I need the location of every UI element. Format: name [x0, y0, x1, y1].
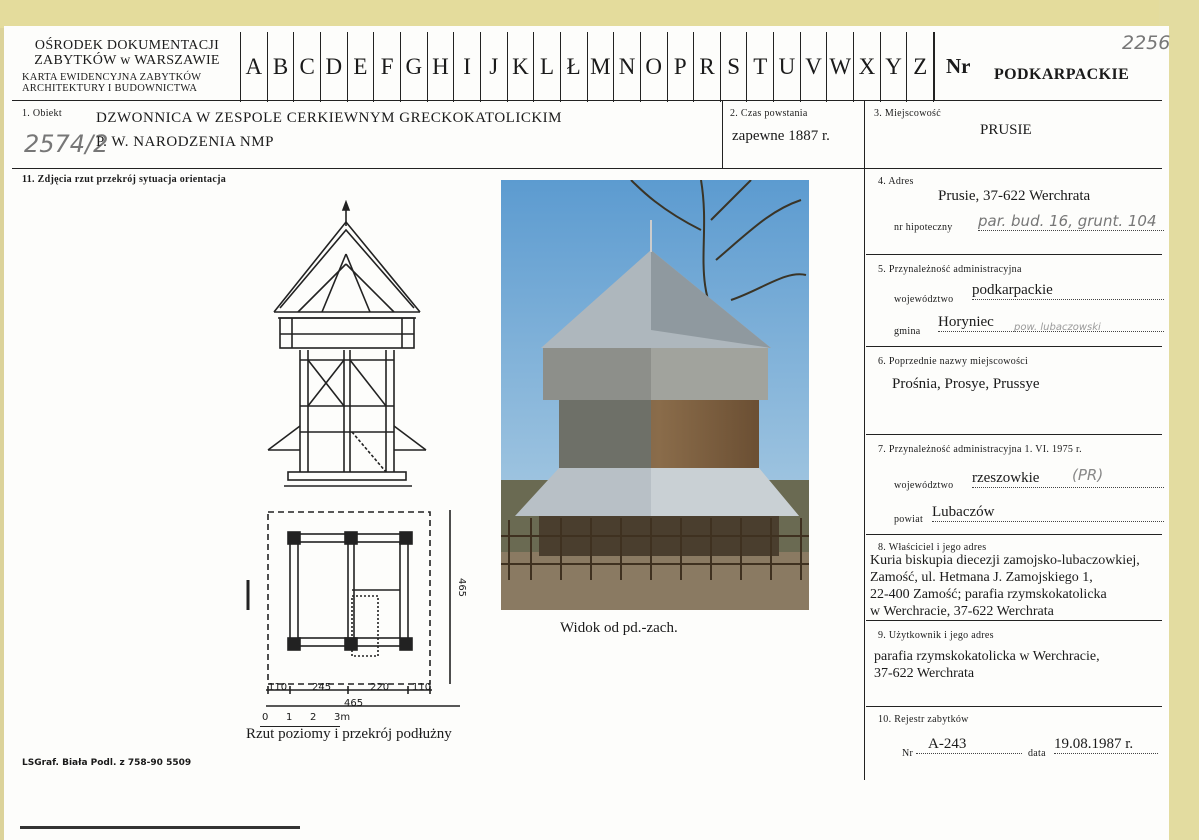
- index-letter: O: [641, 32, 668, 102]
- scale-1: 1: [286, 712, 293, 723]
- divider-4: [866, 254, 1162, 255]
- user-line: parafia rzymskokatolicka w Werchracie,: [874, 649, 1100, 664]
- index-letter: E: [348, 32, 375, 102]
- owner-line: w Werchracie, 37-622 Werchrata: [870, 604, 1054, 619]
- index-letter: N: [614, 32, 641, 102]
- card-title-line2: ARCHITEKTURY I BUDOWNICTWA: [22, 83, 198, 94]
- register-date-label: data: [1028, 748, 1046, 759]
- register-label: 10. Rejestr zabytków: [878, 714, 969, 725]
- record-card: [4, 26, 1169, 840]
- object-name-line2: P. W. NARODZENIA NMP: [96, 134, 274, 150]
- object-handwritten-code: 2574/2: [24, 130, 109, 158]
- address-label: 4. Adres: [878, 176, 914, 187]
- index-letter: V: [801, 32, 828, 102]
- owner-label: 8. Właściciel i jego adres: [878, 542, 987, 553]
- index-letter: L: [534, 32, 561, 102]
- nr-divider: [934, 32, 935, 100]
- voiv-label: województwo: [894, 294, 954, 305]
- index-letter: T: [747, 32, 774, 102]
- index-letter: G: [401, 32, 428, 102]
- index-letter: F: [374, 32, 401, 102]
- dim-bottom-1: 110: [268, 682, 288, 693]
- photos-label: 11. Zdjęcia rzut przekrój sytuacja orientacja: [22, 174, 227, 185]
- printer-imprint: LSGraf. Biała Podl. z 758-90 5509: [22, 758, 192, 768]
- owner-address: [870, 552, 1140, 620]
- index-letter: W: [827, 32, 854, 102]
- admin1975-label: 7. Przynależność administracyjna 1. VI. 1975 r.: [878, 444, 1082, 455]
- voiv-value: podkarpackie: [972, 282, 1164, 300]
- scale-0: 0: [262, 712, 269, 723]
- index-letter: K: [508, 32, 535, 102]
- index-letter: M: [588, 32, 615, 102]
- photo-caption: Widok od pd.-zach.: [560, 620, 678, 636]
- index-letter: I: [454, 32, 481, 102]
- index-letter: J: [481, 32, 508, 102]
- hyp-value: par. bud. 16, grunt. 104: [978, 212, 1164, 231]
- voiv1975-note: (PR): [1072, 466, 1104, 484]
- header-divider: [12, 100, 1162, 101]
- index-letter: Z: [907, 32, 934, 102]
- index-letter: U: [774, 32, 801, 102]
- user-label: 9. Użytkownik i jego adres: [878, 630, 994, 641]
- dating-label: 2. Czas powstania: [730, 108, 808, 119]
- index-letter: D: [321, 32, 348, 102]
- gmina-note: pow. lubaczowski: [1014, 322, 1101, 333]
- index-letter: P: [668, 32, 695, 102]
- index-letter: C: [294, 32, 321, 102]
- index-letter: X: [854, 32, 881, 102]
- index-letter: A: [240, 32, 268, 102]
- owner-line: Zamość, ul. Hetmana J. Zamojskiego 1,: [870, 570, 1093, 585]
- powiat-value: Lubaczów: [932, 504, 1164, 522]
- divider-8: [866, 620, 1162, 621]
- hyp-label: nr hipoteczny: [894, 222, 953, 233]
- address-value: Prusie, 37-622 Werchrata: [938, 188, 1091, 204]
- handwritten-number: 2256: [1122, 32, 1171, 54]
- object-name-line1: DZWONNICA W ZESPOLE CERKIEWNYM GRECKOKATOLICKIM: [96, 110, 562, 126]
- scale-2: 2: [310, 712, 317, 723]
- divider-5: [866, 346, 1162, 347]
- locality-label: 3. Miejscowość: [874, 108, 941, 119]
- dim-side: 465: [456, 577, 468, 598]
- right-column-divider: [864, 100, 865, 780]
- powiat-label: powiat: [894, 514, 924, 525]
- institution-line2: ZABYTKÓW w WARSZAWIE: [34, 53, 220, 68]
- voiv1975-label: województwo: [894, 480, 954, 491]
- bottom-edge-line: [20, 826, 300, 829]
- nr-label: Nr: [946, 54, 971, 78]
- drawing-caption: Rzut poziomy i przekrój podłużny: [246, 726, 452, 742]
- institution-line1: OŚRODEK DOKUMENTACJI: [34, 38, 220, 53]
- region-label: PODKARPACKIE: [994, 66, 1130, 83]
- belfry-photo: [501, 180, 809, 610]
- user-address: [874, 648, 1100, 682]
- register-nr-value: A-243: [916, 736, 1022, 754]
- gmina-label: gmina: [894, 326, 921, 337]
- divider-9: [866, 706, 1162, 707]
- dim-total: 465: [344, 698, 364, 709]
- tower-drawing: [228, 200, 488, 712]
- dim-bottom-3: 220: [370, 682, 390, 693]
- dim-bottom-2: 245: [312, 682, 332, 693]
- voiv1975-value: rzeszowkie: [972, 470, 1164, 488]
- index-letter: S: [721, 32, 748, 102]
- institution-name: [22, 38, 232, 68]
- object-divider: [12, 168, 1162, 169]
- former-names-value: Prośnia, Prosye, Prussye: [892, 376, 1040, 392]
- gmina-value: Horyniec: [938, 314, 1164, 332]
- alphabet-index: [240, 32, 934, 102]
- owner-line: 22-400 Zamość; parafia rzymskokatolicka: [870, 587, 1107, 602]
- index-letter: Y: [881, 32, 908, 102]
- card-title-line1: KARTA EWIDENCYJNA ZABYTKÓW: [22, 72, 202, 83]
- divider-6: [866, 434, 1162, 435]
- index-letter: H: [428, 32, 455, 102]
- admin-label: 5. Przynależność administracyjna: [878, 264, 1022, 275]
- dating-divider: [722, 100, 723, 168]
- object-label: 1. Obiekt: [22, 108, 62, 119]
- scale-3: 3m: [334, 712, 351, 723]
- index-letter: Ł: [561, 32, 588, 102]
- register-date-value: 19.08.1987 r.: [1054, 736, 1158, 754]
- locality-value: PRUSIE: [980, 122, 1032, 138]
- former-names-label: 6. Poprzednie nazwy miejscowości: [878, 356, 1029, 367]
- register-nr-label: Nr: [902, 748, 914, 759]
- index-letter: B: [268, 32, 295, 102]
- index-letter: R: [694, 32, 721, 102]
- dating-value: zapewne 1887 r.: [732, 128, 830, 144]
- card-title: [22, 72, 237, 94]
- divider-7: [866, 534, 1162, 535]
- scan-top-band: [0, 0, 1199, 28]
- dim-bottom-4: 110: [412, 682, 432, 693]
- user-line: 37-622 Werchrata: [874, 666, 975, 681]
- owner-line: Kuria biskupia diecezji zamojsko-lubaczowkiej,: [870, 553, 1140, 568]
